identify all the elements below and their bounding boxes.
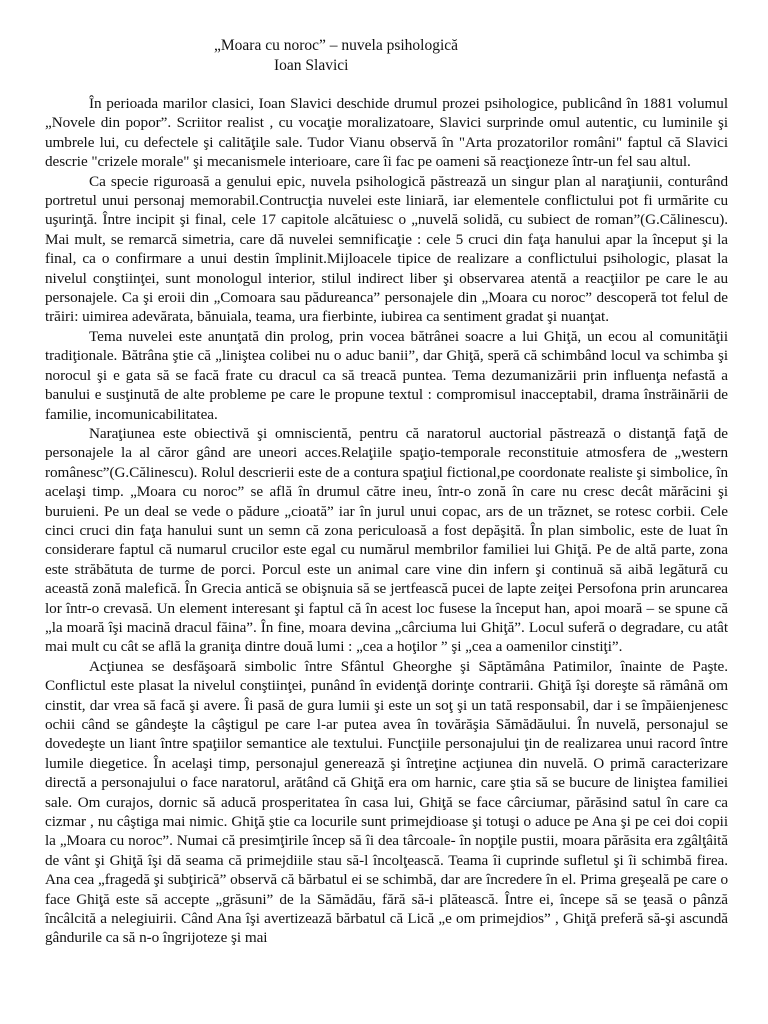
paragraph: Tema nuvelei este anunţată din prolog, prin vocea bătrânei soacre a lui Ghiţă, un ecou al comunităţii tradiţionale. Bătrâna ştie că „liniştea colibei nu o aduc banii”, dar Ghiţă, speră că schimbând locul va schimba şi norocul şi e gata să se facă frate cu dracul ca să treacă puntea. Tema dezumanizării prin influenţa nefastă a banului e susţinută de alte probleme pe care le propune textul : compromisul inacceptabil, drama înstrăinării de familie, incomunicabilitatea. (45, 327, 728, 423)
body-text (0, 94, 768, 948)
paragraph: Naraţiunea este obiectivă şi omniscientă, pentru că naratorul auctorial păstrează o distanţă faţă de personajele la al căror gând are uneori acces.Relaţiile spaţio-temporale reconstituie atmosfera de „western românesc”(G.Călinescu). Rolul descrierii este de a contura spaţiul fictional,pe coordonate realiste şi simbolice, în acelaşi timp. „Moara cu noroc” se află în drumul către ineu, într-o zonă în care nu cresc decât mărăcini şi buruieni. Pe un deal se vede o pădure „cioată” iar în jurul unui copac, ars de un trăznet, se rotesc corbii. Cele cinci cruci din faţa hanului sunt un semn că zona periculoasă a fost depăşită. În plan simbolic, este de luat în considerare faptul că numarul crucilor este egal cu numărul membrilor familiei lui Ghiţă. Pe de altă parte, zona este străbătuta de turme de porci. Porcul este un animal care vine din infern şi continuă să aibă legătură cu această zonă malefică. În Grecia antică se obişnuia să se jertfească pucei de lapte zeiţei Persofona prin aruncarea lor într-o crevasă. Un element interesant şi faptul că în acest loc fusese la început han, apoi moară – se spune că „la moară îşi macină dracul făina”. În fine, moara devina „cârciuma lui Ghiţă”. Locul suferă o degradare, cu atât mai mult cu cât se află la graniţa dintre două lumi : „cea a hoţilor ” şi „cea a oamenilor cinstiţi”. (45, 424, 728, 656)
paragraph: Acţiunea se desfăşoară simbolic între Sfântul Gheorghe şi Săptămâna Patimilor, înainte de Paşte. Conflictul este plasat la nivelul conştiinţei, punând în evidenţă dorinţe contrarii. Ghiţă îşi doreşte să rămână om cinstit, dar vrea să facă şi avere. Îi pasă de gura lumii şi este un soţ şi un tată responsabil, dar i se împăienjenesc ochii când se gândeşte la câştigul pe care l-ar putea avea în tovărăşia Sămădăului. În nuvelă, personajul se dovedeşte un liant între spaţiilor semantice ale textului. Funcţiile personajului ţin de realizarea unui racord între lumile diegetice. În acelaşi timp, personajul generează şi întreţine acţiunea din nuvelă. O primă caracterizare directă a personajului o face naratorul, arătând că Ghiţă era om harnic, care ştia să se bucure de liniştea familiei sale. Om curajos, dornic să aducă prosperitatea în casa lui, Ghiţă se face cârciumar, părăsind satul în care ca cizmar , nu câştiga mai nimic. Ghiţă ştie ca locurile sunt primejdioase şi totuşi o aduce pe Ana şi pe cei doi copii la „Moara cu noroc”. Numai că presimţirile încep să îi dea târcoale- în nopţile pustii, moara părăsita era zgâlţâită de vânt şi Ghiţă îşi dă seama că primejdiile stau să-l încolţească. Teama îi cuprinde sufletul şi îi schimbă firea. Ana cea „fragedă şi subţirică” observă că bărbatul ei se schimbă, dar are încredere în el. Prima greşeală pe care o face Ghiţă este să accepte „grăsuni” de la Sămădău, fără să-i plătească. Între ei, începe să se ţeasă o pânză încâlcită a nelegiuirii. Când Ana îşi avertizează bărbatul că Lică „e om primejdios” , Ghiţă preferă să-şi ascundă gândurile ca să n-o îngrijoteze şi mai (45, 657, 728, 947)
paragraph: În perioada marilor clasici, Ioan Slavici deschide drumul prozei psihologice, publicând în 1881 volumul „Novele din popor”. Scriitor realist , cu vocaţie moralizatoare, Slavici surprinde omul autentic, cu luminile şi umbrele lui, cu defectele şi calităţile sale. Tudor Vianu observă în "Arta prozatorilor români" faptul că Slavici descrie "crizele morale" şi mecanismele interioare, care îi fac pe oameni să reacţioneze într-un fel sau altul. (45, 95, 728, 171)
paragraph: Ca specie riguroasă a genului epic, nuvela psihologică păstrează un singur plan al naraţiunii, conturând portretul unui personaj memorabil.Contrucţia nuvelei este liniară, iar elementele conflictului pot fi urmărite cu uşurinţă. Între incipit şi final, cele 17 capitole alcătuiesc o „nuvelă solidă, cu subiect de roman”(G.Călinescu). Mai mult, se remarcă simetria, care dă nuvelei semnificaţie : cele 5 cruci din faţa hanului apar la început şi la final, ca o confirmare a unui destin împlinit.Mijloacele tipice de realizare a conflictului psihologic, plasat la nivelul conştiinţei, sunt monologul interior, stilul indirect liber şi observarea atentă a reacţiilor pe care le au personajele. Ca şi eroii din „Comoara sau pădureanca” personajele din „Moara cu noroc” descoperă tot felul de trăiri: uimirea adevărata, bănuiala, teama, ura fierbinte, iubirea ca sentiment gradat şi nuanţat. (45, 172, 728, 326)
document-author: Ioan Slavici (274, 57, 349, 74)
document-title: „Moara cu noroc” – nuvela psihologică (214, 37, 459, 54)
title-block (0, 0, 768, 76)
